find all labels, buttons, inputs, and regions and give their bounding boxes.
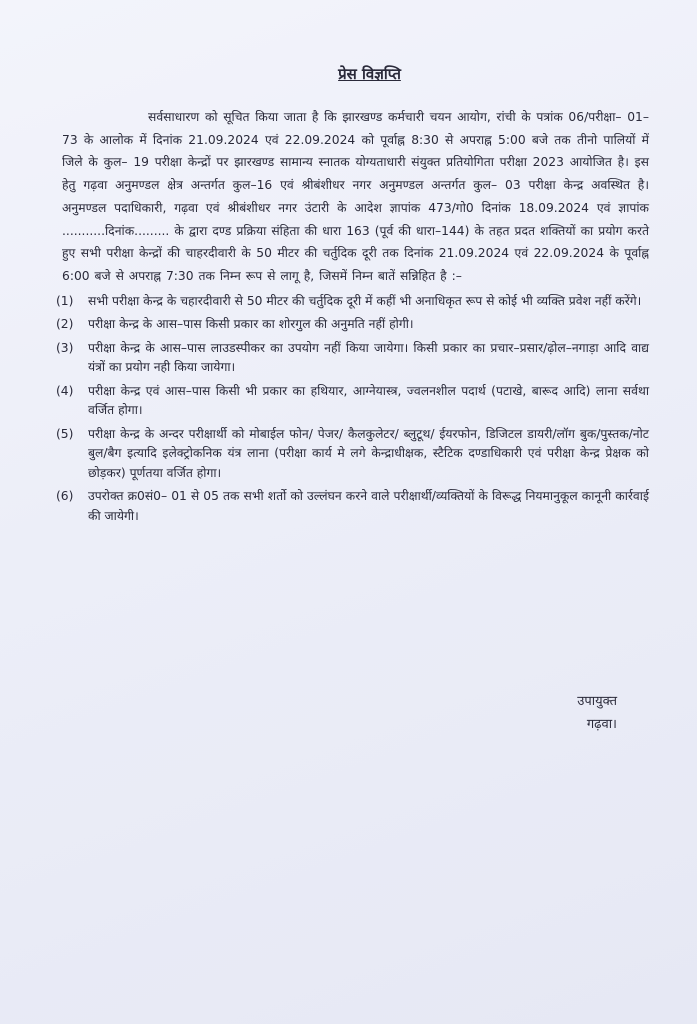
item-text: परीक्षा केन्द्र के आस–पास किसी प्रकार का शोरगुल की अनुमति नहीं होगी।: [88, 317, 414, 332]
intro-paragraph: [62, 106, 649, 288]
item-number: (6): [56, 489, 74, 504]
list-item: [56, 339, 649, 378]
item-text: परीक्षा केन्द्र एवं आस–पास किसी भी प्रकार का हथियार, आग्नेयास्त्र, ज्वलनशील पदार्थ (पटाखे, बारूद आदि) लाना सर्वथा वर्जित होगा।: [88, 383, 649, 418]
item-number: (3): [56, 340, 74, 355]
list-item: [56, 382, 649, 421]
item-number: (4): [56, 383, 74, 398]
signatory-place: गढ़वा।: [586, 717, 617, 732]
list-item: [56, 315, 649, 335]
list-item: [56, 487, 649, 526]
item-text: परीक्षा केन्द्र के अन्दर परीक्षार्थी को मोबाईल फोन/ पेजर/ कैलकुलेटर/ ब्लुटूथ/ ईयरफोन, डिजिटल डायरी/लॉग बुक/पुस्तक/नोट बुल/बैग इत्यादि इलेक्ट्रोकनिक यंत्र लाना (परीक्षा कार्य मे लगे केन्द्राधीक्षक, स्टैटिक दण्डाधिकारी एवं परीक्षा केन्द्र प्रेक्षक को छोड़कर) पूर्णतया वर्जित होगा।: [88, 426, 649, 480]
conditions-list: [56, 292, 649, 527]
signature-block: [577, 690, 617, 736]
item-text: सभी परीक्षा केन्द्र के चहारदीवारी से 50 मीटर की चर्तुदिक दूरी में कहीं भी अनाधिकृत रूप से कोई भी व्यक्ति प्रवेश नहीं करेंगे।: [88, 293, 642, 308]
item-text: उपरोक्त क्र0सं0– 01 से 05 तक सभी शर्तो को उल्लंघन करने वाले परीक्षार्थी/व्यक्तियों के विरूद्ध नियमानुकूल कानूनी कार्रवाई की जायेगी।: [88, 489, 649, 523]
signatory-designation: उपायुक्त: [577, 694, 617, 709]
list-item: [56, 292, 649, 312]
item-text: परीक्षा केन्द्र के आस–पास लाउडस्पीकर का उपयोग नहीं किया जायेगा। किसी प्रकार का प्रचार–प्रसार/ढ़ोल–नगाड़ा आदि वाद्य यंत्रों का प्रयोग नही किया जायेगा।: [88, 340, 649, 375]
intro-paragraph-text: सर्वसाधारण को सूचित किया जाता है कि झारखण्ड कर्मचारी चयन आयोग, रांची के पत्रांक 06/परीक्षा– 01–73 के आलोक में दिनांक 21.09.2024 एवं 22.09.2024 को पूर्वाह्न 8:30 से अपराह्न 5:00 बजे तक तीनो पालियों में जिले के कुल– 19 परीक्षा केन्द्रों पर झारखण्ड सामान्य स्नातक योग्यताधारी संयुक्त प्रतियोगिता परीक्षा 2023 आयोजित है। इस हेतु गढ़वा अनुमण्डल क्षेत्र अन्तर्गत कुल–16 एवं श्रीबंशीधर नगर अनुमण्डल अन्तर्गत कुल– 03 परीक्षा केन्द्र अवस्थित है। अनुमण्डल पदाधिकारी, गढ़वा एवं श्रीबंशीधर नगर उंटारी के आदेश ज्ञापांक 473/गो0 दिनांक 18.09.2024 एवं ज्ञापांक ...........दिनांक......... के द्वारा दण्ड प्रक्रिया संहिता की धारा 163 (पूर्व की धारा–144) के तहत प्रदत शक्तियों का प्रयोग करते हुए सभी परीक्षा केन्द्रों की चाहरदीवारी के 50 मीटर की चर्तुदिक दूरी तक दिनांक 21.09.2024 एवं 22.09.2024 के पूर्वाह्न 6:00 बजे से अपराह्न 7:30 तक निम्न रूप से लागू है, जिसमें निम्न बातें सन्निहित है :–: [62, 110, 649, 283]
item-number: (5): [56, 426, 74, 441]
list-item: [56, 425, 649, 484]
item-number: (1): [56, 293, 74, 308]
item-number: (2): [56, 317, 74, 332]
document-title: प्रेस विज्ञप्ति: [338, 65, 401, 83]
